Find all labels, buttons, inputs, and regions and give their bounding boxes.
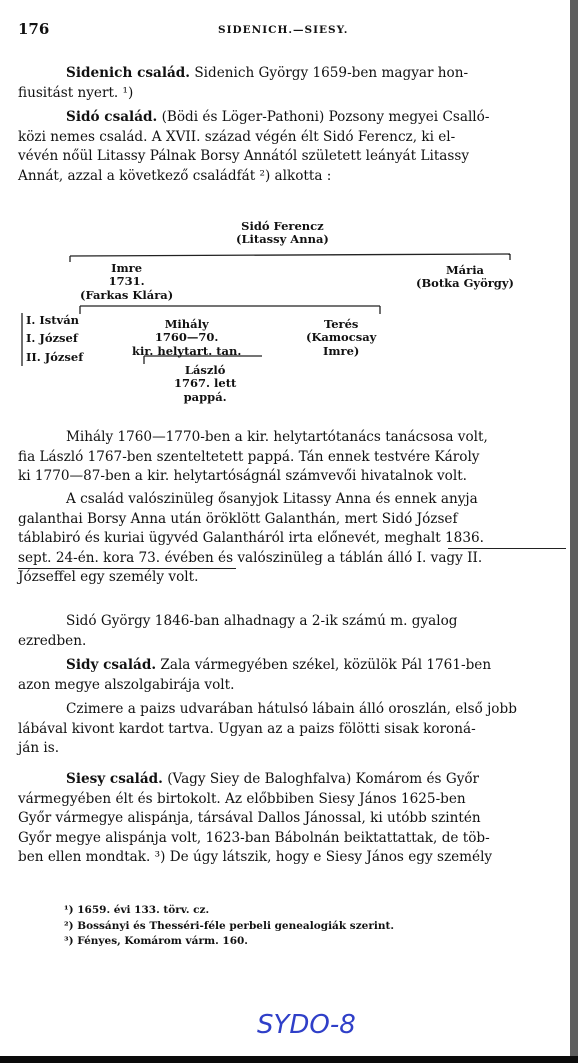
tree-label: (Litassy Anna) — [236, 232, 329, 247]
text-line: galanthai Borsy Anna után öröklött Galanthán, mert Sidó József — [18, 510, 458, 527]
text-line: ben ellen mondtak. ³) De úgy látszik, hogy e Siesy János egy személy — [18, 849, 493, 866]
footnotes — [64, 903, 394, 950]
tree-label: Imre — [111, 261, 143, 275]
text-line: Józseffel egy személy volt. — [18, 569, 199, 586]
tree-label: 1760—70. — [154, 330, 219, 345]
text-line: Győr vármegye alispánja, társával Dallos Jánossal, ki utóbb szintén — [18, 810, 481, 827]
paragraph-mihaly — [18, 428, 566, 487]
text-line: Czimere a paizs udvarában hátulsó lábain álló oroszlán, első jobb — [66, 701, 517, 717]
tree-node-imre — [80, 262, 173, 302]
tree-label: 1731. — [108, 274, 145, 289]
tree-label: II. József — [26, 349, 84, 364]
entry-name: Sidó család. — [66, 109, 158, 125]
tree-node-teres — [306, 318, 376, 358]
entry-name: Sidy család. — [66, 657, 157, 673]
text-line: Zala vármegyében székel, közülök Pál 1761-ben — [160, 657, 492, 673]
page-header — [18, 20, 566, 40]
footnote: ²) Bossányi és Thesséri-féle perbeli genealogiák szerint. — [64, 919, 395, 932]
tree-label: (Kamocsay — [306, 330, 377, 345]
text-line: táblabiró és kuriai ügyvéd Galantháról irta előnevét, meghalt 1836. — [18, 530, 484, 547]
handwritten-underline — [448, 548, 566, 549]
text-line: (Bödi és Löger-Pathoni) Pozsony megyei Csalló- — [161, 109, 490, 125]
tree-label: I. István — [26, 313, 80, 327]
running-head: SIDENICH.—SIESY. — [218, 24, 349, 36]
tree-line — [70, 254, 510, 256]
tree-node-sons — [26, 314, 83, 364]
paragraph-csalad — [18, 490, 566, 588]
tree-label: Sidó Ferencz — [241, 219, 324, 233]
tree-node-mihaly — [132, 318, 241, 358]
tree-label: 1767. lett — [174, 376, 237, 391]
tree-lines — [18, 218, 566, 418]
text-line: ján is. — [18, 740, 60, 757]
tree-label: kir. helytart. tan. — [132, 343, 242, 358]
text-line: ki 1770—87-ben a kir. helytartóságnál számvevői hivatalnok volt. — [18, 468, 467, 485]
tree-node-root — [236, 220, 329, 247]
tree-node-laszlo — [174, 364, 236, 404]
page-edge — [570, 0, 578, 1063]
entry-name: Siesy család. — [66, 771, 163, 787]
text-line: Sidó György 1846-ban alhadnagy a 2-ik számú m. gyalog — [66, 613, 458, 629]
text-line: azon megye alszolgabirája volt. — [18, 676, 235, 693]
tree-label: (Farkas Klára) — [80, 287, 174, 302]
text-line: sept. 24-én. kora 73. évében és valószinüleg a táblán álló I. vagy II. — [18, 549, 483, 566]
tree-label: Terés — [323, 317, 359, 331]
text-line: A család valószinüleg ősanyjok Litassy Anna és ennek anyja — [66, 491, 478, 507]
tree-label: Imre) — [322, 343, 360, 358]
text-line: közi nemes család. A XVII. század végén élt Sidó Ferencz, ki el- — [18, 128, 456, 145]
tree-node-maria — [416, 264, 514, 291]
tree-label: (Botka György) — [416, 276, 514, 291]
entry-sido — [18, 108, 566, 186]
archive-stamp: SYDO-8 — [257, 1010, 356, 1040]
entry-sidy — [18, 656, 566, 695]
text-line: Sidenich György 1659-ben magyar hon- — [194, 65, 469, 81]
footnote: ¹) 1659. évi 133. törv. cz. — [64, 904, 210, 916]
text-line: vármegyében élt és birtokolt. Az előbbiben Siesy János 1625-ben — [18, 790, 466, 807]
footnote: ³) Fényes, Komárom várm. 160. — [64, 935, 248, 948]
tree-label: László — [184, 363, 226, 377]
text-line: Győr megye alispánja volt, 1623-ban Bábolnán beiktattattak, de töb- — [18, 829, 490, 846]
text-line: lábával kivont kardot tartva. Ugyan az a paizs fölötti sisak koroná- — [18, 720, 476, 737]
text-line: vévén nőül Litassy Pálnak Borsy Annától született leányát Litassy — [18, 148, 470, 165]
text-line: Mihály 1760—1770-ben a kir. helytartótanács tanácsosa volt, — [66, 429, 488, 445]
text-line: Annát, azzal a következő családfát ²) alkotta : — [18, 167, 332, 184]
entry-siesy — [18, 770, 566, 868]
tree-label: pappá. — [183, 389, 227, 404]
text-line: (Vagy Siey de Baloghfalva) Komárom és Győr — [167, 771, 480, 787]
text-line: ezredben. — [18, 632, 87, 649]
tree-label: I. József — [26, 331, 78, 346]
paragraph-czimere — [18, 700, 566, 759]
text-line: fia László 1767-ben szenteltetett pappá. Tán ennek testvére Károly — [18, 448, 480, 465]
tree-label: Mihály — [164, 317, 209, 331]
tree-label: Mária — [445, 263, 485, 277]
text-line: fiusitást nyert. ¹) — [18, 84, 134, 101]
entry-name: Sidenich család. — [66, 65, 191, 81]
handwritten-underline — [18, 568, 236, 569]
scan-bottom-edge — [0, 1056, 578, 1063]
entry-sidenich — [18, 64, 566, 103]
family-tree — [18, 218, 566, 418]
page-number: 176 — [18, 20, 50, 38]
paragraph-gyorgy — [18, 612, 566, 651]
